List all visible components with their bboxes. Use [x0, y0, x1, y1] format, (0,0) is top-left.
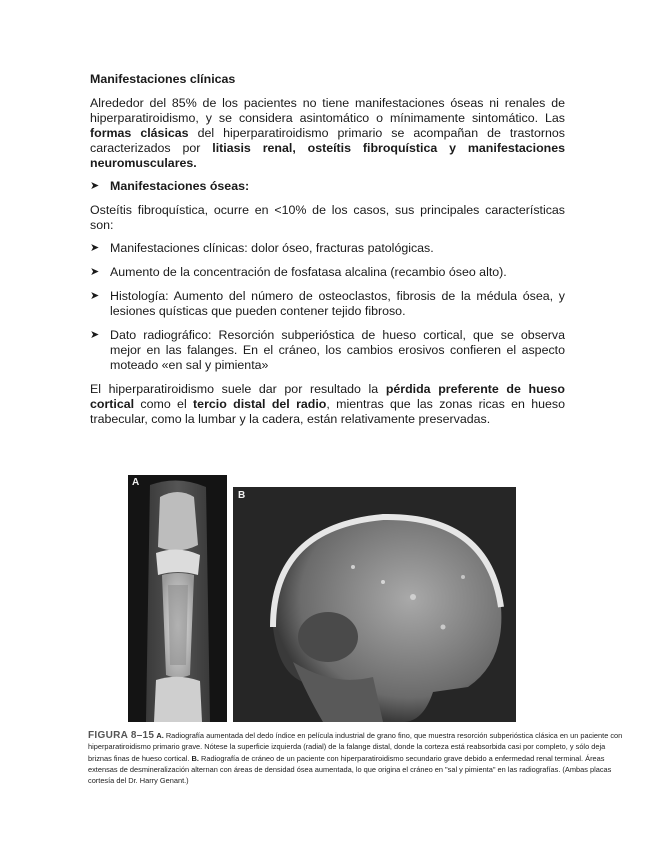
finger-radiograph — [128, 475, 227, 722]
document-body — [90, 72, 565, 435]
arrow-bullet-icon: ➤ — [90, 180, 100, 192]
subheading-item — [90, 179, 565, 194]
figure-label: FIGURA 8–15 — [88, 730, 155, 741]
subheading: Manifestaciones óseas: — [110, 179, 250, 193]
panel-b-letter: B — [238, 490, 246, 501]
intro-paragraph: Alrededor del 85% de los pacientes no tiene manifestaciones óseas ni renales de hiperparatiroidismo, y se considera asintomático o mínimamente sintomático. Las formas clásicas del hiperparatiroidismo primario se acompañan de trastornos caracterizados por litiasis renal, osteítis fibroquística y manifestaciones neuromusculares. — [90, 96, 565, 170]
skull-xray-image — [233, 487, 516, 722]
figure-8-15 — [128, 475, 518, 722]
closing-paragraph: El hiperparatiroidismo suele dar por resultado la pérdida preferente de hueso cortical como el tercio distal del radio, mientras que las zonas ricas en hueso trabecular, como la lumbar y la cadera, están relativamente preservadas. — [90, 382, 565, 426]
list-item: ➤ Manifestaciones clínicas: dolor óseo, fracturas patológicas. — [90, 241, 434, 255]
list-item: ➤ Dato radiográfico: Resorción subperióstica de hueso cortical, que se observa mejor en las falanges. En el cráneo, los cambios erosivos confieren el aspecto moteado «en sal y pimienta» — [90, 328, 565, 372]
osteitis-intro: Osteítis fibroquística, ocurre en <10% de los casos, sus principales características son: — [90, 203, 565, 232]
arrow-bullet-icon: ➤ — [90, 242, 100, 254]
figure-caption: FIGURA 8–15 A. Radiografía aumentada del dedo índice en película industrial de grano fino, que muestra resorción subperióstica clásica en un paciente con hiperparatiroidismo primario grave. Nótese la superficie izquierda (radial) de la falange distal, donde la corteza está reabsorbida casi por completo, y sólo deja briznas finas de hueso cortical. B. Radiografía de cráneo de un paciente con hiperparatiroidismo secundario grave debido a enfermedad renal terminal. Áreas extensas de desmineralización alternan con áreas de densidad ósea aumentada, lo que origina el cráneo en "sal y pimienta" en las radiografías. (Ambas placas cortesía del Dr. Harry Genant.) — [88, 730, 623, 786]
arrow-bullet-icon: ➤ — [90, 266, 100, 278]
list-item: ➤ Aumento de la concentración de fosfatasa alcalina (recambio óseo alto). — [90, 265, 507, 279]
arrow-bullet-icon: ➤ — [90, 290, 100, 302]
list-item: ➤ Histología: Aumento del número de osteoclastos, fibrosis de la médula ósea, y lesiones quísticas que pueden contener tejido fibroso. — [90, 289, 565, 318]
skull-radiograph — [233, 487, 516, 722]
finger-xray-image — [128, 475, 227, 722]
arrow-bullet-icon: ➤ — [90, 329, 100, 341]
section-heading: Manifestaciones clínicas — [90, 72, 236, 86]
panel-a-letter: A — [132, 477, 140, 488]
